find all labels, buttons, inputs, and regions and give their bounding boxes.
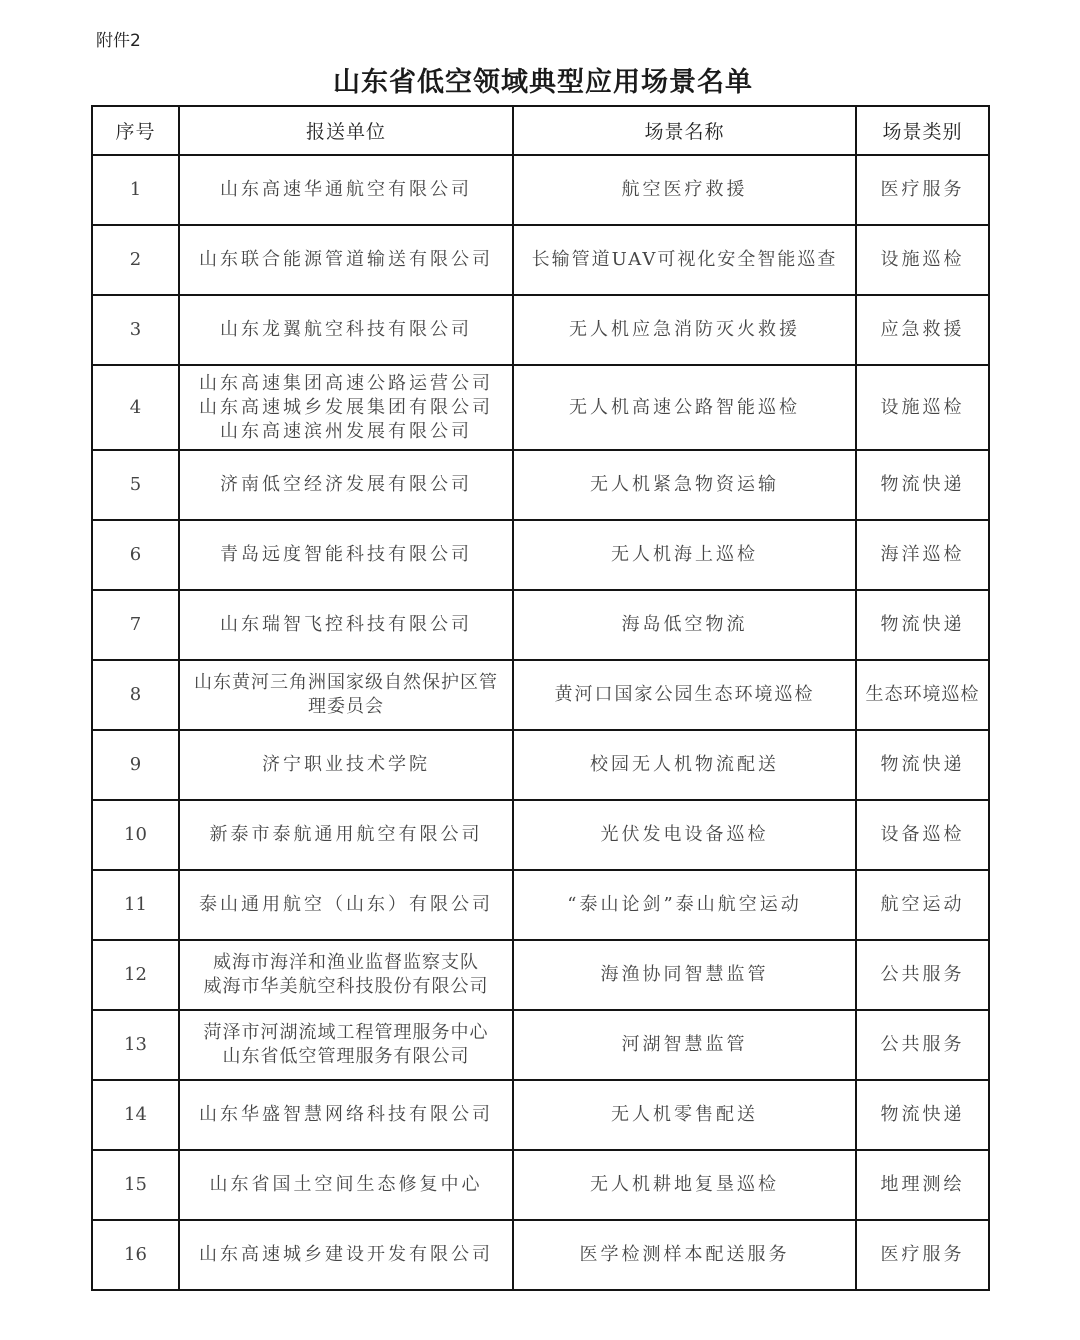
serial-number: 6 [92,520,179,590]
unit-line: 山东高速滨州发展有限公司 [220,420,472,442]
unit-line: 山东高速华通航空有限公司 [220,179,472,200]
scene-category: 物流快递 [856,730,989,800]
table-header-row [92,106,989,155]
serial-number: 9 [92,730,179,800]
scene-category: 设施巡检 [856,365,989,450]
unit-line: 济宁职业技术学院 [262,754,430,775]
scene-name: “泰山论剑”泰山航空运动 [513,870,856,940]
table-row [92,450,989,520]
scene-category: 生态环境巡检 [856,660,989,730]
scenario-list-table [91,105,990,1291]
reporting-unit [179,365,513,450]
table-row [92,730,989,800]
serial-number: 2 [92,225,179,295]
serial-number: 12 [92,940,179,1010]
unit-line: 菏泽市河湖流域工程管理服务中心 [203,1022,489,1043]
reporting-unit [179,940,513,1010]
table-row [92,590,989,660]
scene-category: 物流快递 [856,590,989,660]
serial-number: 11 [92,870,179,940]
scene-name: 航空医疗救援 [513,155,856,225]
table-row [92,155,989,225]
header-serial-number: 序号 [92,106,179,155]
reporting-unit [179,870,513,940]
reporting-unit [179,450,513,520]
scene-name: 无人机高速公路智能巡检 [513,365,856,450]
serial-number: 7 [92,590,179,660]
table-row [92,660,989,730]
scene-category: 物流快递 [856,450,989,520]
table-row [92,1080,989,1150]
scene-category: 公共服务 [856,940,989,1010]
table-row [92,295,989,365]
unit-line: 山东华盛智慧网络科技有限公司 [199,1104,493,1125]
serial-number: 1 [92,155,179,225]
scene-name: 无人机海上巡检 [513,520,856,590]
scene-category: 物流快递 [856,1080,989,1150]
serial-number: 3 [92,295,179,365]
serial-number: 15 [92,1150,179,1220]
unit-line: 新泰市泰航通用航空有限公司 [209,824,483,845]
reporting-unit [179,800,513,870]
unit-line: 山东省低空管理服务有限公司 [222,1046,470,1067]
scene-name: 无人机零售配送 [513,1080,856,1150]
reporting-unit [179,1080,513,1150]
serial-number: 10 [92,800,179,870]
scene-category: 地理测绘 [856,1150,989,1220]
header-scene-category: 场景类别 [856,106,989,155]
unit-line: 山东瑞智飞控科技有限公司 [220,614,472,635]
scene-category: 设施巡检 [856,225,989,295]
scene-name: 无人机耕地复垦巡检 [513,1150,856,1220]
scene-category: 航空运动 [856,870,989,940]
reporting-unit [179,590,513,660]
table-row [92,800,989,870]
reporting-unit [179,1010,513,1080]
unit-line: 泰山通用航空（山东）有限公司 [199,894,493,915]
attachment-label: 附件2 [96,31,141,51]
scene-name: 无人机应急消防灭火救援 [513,295,856,365]
header-scene-name: 场景名称 [513,106,856,155]
table-row [92,940,989,1010]
reporting-unit [179,225,513,295]
scene-name: 黄河口国家公园生态环境巡检 [513,660,856,730]
scene-name: 校园无人机物流配送 [513,730,856,800]
reporting-unit [179,730,513,800]
unit-line: 济南低空经济发展有限公司 [220,474,472,495]
table-row [92,365,989,450]
unit-line: 山东黄河三角洲国家级自然保护区管 [194,672,498,693]
scene-category: 应急救援 [856,295,989,365]
scene-name: 河湖智慧监管 [513,1010,856,1080]
table-row [92,520,989,590]
serial-number: 5 [92,450,179,520]
table-row [92,870,989,940]
scene-category: 设备巡检 [856,800,989,870]
serial-number: 16 [92,1220,179,1290]
scene-name: 海渔协同智慧监管 [513,940,856,1010]
scene-category: 海洋巡检 [856,520,989,590]
unit-line: 山东高速城乡发展集团有限公司 [199,396,493,418]
serial-number: 14 [92,1080,179,1150]
unit-line: 青岛远度智能科技有限公司 [220,544,472,565]
reporting-unit [179,660,513,730]
table-row [92,1220,989,1290]
serial-number: 4 [92,365,179,450]
scene-category: 医疗服务 [856,1220,989,1290]
serial-number: 8 [92,660,179,730]
reporting-unit [179,295,513,365]
scene-name: 光伏发电设备巡检 [513,800,856,870]
reporting-unit [179,155,513,225]
reporting-unit [179,1220,513,1290]
scene-name: 长输管道UAV可视化安全智能巡查 [513,225,856,295]
unit-line: 山东省国土空间生态修复中心 [209,1174,483,1195]
unit-line: 山东高速集团高速公路运营公司 [199,372,493,394]
serial-number: 13 [92,1010,179,1080]
scene-name: 医学检测样本配送服务 [513,1220,856,1290]
document-title: 山东省低空领域典型应用场景名单 [333,67,753,98]
scene-name: 无人机紧急物资运输 [513,450,856,520]
table-row [92,1010,989,1080]
table-row [92,225,989,295]
unit-line: 理委员会 [308,696,384,717]
unit-line: 山东龙翼航空科技有限公司 [220,319,472,340]
scene-name: 海岛低空物流 [513,590,856,660]
unit-line: 山东高速城乡建设开发有限公司 [199,1244,493,1265]
scene-category: 医疗服务 [856,155,989,225]
unit-line: 威海市海洋和渔业监督监察支队 [213,952,479,973]
header-reporting-unit: 报送单位 [179,106,513,155]
reporting-unit [179,520,513,590]
reporting-unit [179,1150,513,1220]
unit-line: 山东联合能源管道输送有限公司 [199,249,493,270]
table-row [92,1150,989,1220]
unit-line: 威海市华美航空科技股份有限公司 [203,976,489,997]
scene-category: 公共服务 [856,1010,989,1080]
